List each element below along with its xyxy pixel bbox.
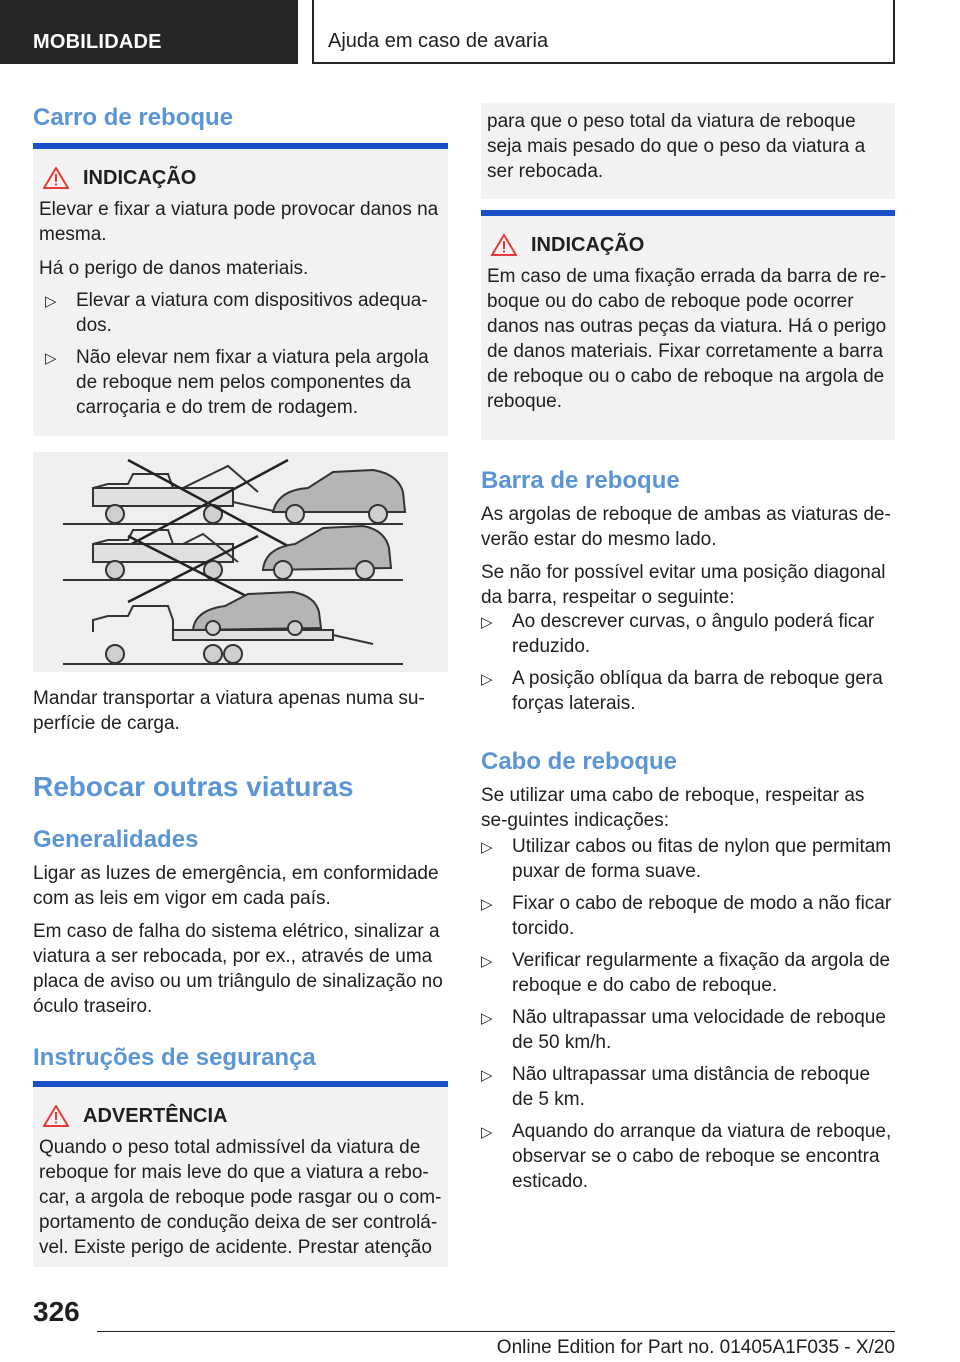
list-item: ▷ A posição oblíqua da barra de reboque gera forças laterais. xyxy=(481,668,883,714)
list-item: ▷ Não elevar nem fixar a viatura pela argola de reboque nem pelos componentes da carroçaria e do trem de rodagem. xyxy=(45,347,429,418)
note-title: INDICAÇÃO xyxy=(531,234,645,256)
note-box-indicacao-1 xyxy=(33,143,448,436)
paragraph: Em caso de falha do sistema elétrico, sinalizar a viatura a ser rebocada, por ex., através de uma placa de aviso ou um triângulo de sinalização no óculo traseiro. xyxy=(33,921,443,1017)
paragraph: Ligar as luzes de emergência, em conformidade com as leis em vigor em cada país. xyxy=(33,863,439,909)
footer-divider xyxy=(97,1331,895,1332)
note-title: INDICAÇÃO xyxy=(83,167,197,189)
page-number: 326 xyxy=(33,1296,80,1327)
note-header xyxy=(487,232,889,258)
warning-triangle-icon xyxy=(43,1105,69,1127)
section-label: MOBILIDADE xyxy=(33,31,162,53)
list-item: ▷ Aquando do arranque da viatura de reboque, observar se o cabo de reboque se encontra esticado. xyxy=(481,1121,892,1192)
warning-triangle-icon xyxy=(43,167,69,189)
paragraph: Se não for possível evitar uma posição diagonal da barra, respeitar o seguinte: xyxy=(481,562,886,608)
note-box-indicacao-2 xyxy=(481,210,895,440)
warning-text: Quando o peso total admissível da viatura de reboque for mais leve do que a viatura a rebo-car, a argola de reboque pode rasgar ou o com-portamento de condução deixa de ser controlá-vel. Existe perigo de acidente. Prestar atenção xyxy=(39,1137,442,1258)
list-item: ▷ Fixar o cabo de reboque de modo a não ficar torcido. xyxy=(481,893,892,939)
heading-rebocar-outras-viaturas: Rebocar outras viaturas xyxy=(33,771,354,802)
bullet-triangle-icon: ▷ xyxy=(481,1010,493,1027)
list-item: ▷ Verificar regularmente a fixação da argola de reboque e do cabo de reboque. xyxy=(481,950,891,996)
heading-carro-de-reboque: Carro de reboque xyxy=(33,104,234,131)
list-item: ▷ Não ultrapassar uma velocidade de reboque de 50 km/h. xyxy=(481,1007,886,1053)
tow-trucks-figure xyxy=(33,452,448,672)
warning-header xyxy=(39,1103,442,1129)
bullet-triangle-icon: ▷ xyxy=(481,1124,493,1141)
warning-triangle-icon xyxy=(491,234,517,256)
bullet-triangle-icon: ▷ xyxy=(481,953,493,970)
barra-list xyxy=(475,609,895,716)
heading-barra-de-reboque: Barra de reboque xyxy=(481,467,680,494)
heading-cabo-de-reboque: Cabo de reboque xyxy=(481,748,678,775)
chapter-title: Ajuda em caso de avaria xyxy=(328,30,549,52)
bullet-triangle-icon: ▷ xyxy=(481,896,493,913)
heading-instrucoes-de-seguranca: Instruções de segurança xyxy=(33,1044,316,1071)
footer-edition: Online Edition for Part no. 01405A1F035 - X/20 xyxy=(496,1337,895,1358)
bullet-triangle-icon: ▷ xyxy=(481,614,493,631)
note-header xyxy=(39,165,442,191)
warning-box xyxy=(33,1081,448,1267)
bullet-triangle-icon: ▷ xyxy=(481,1067,493,1084)
heading-generalidades: Generalidades xyxy=(33,826,199,853)
bullet-triangle-icon: ▷ xyxy=(45,293,57,310)
bullet-triangle-icon: ▷ xyxy=(481,839,493,856)
section-tab xyxy=(0,0,298,64)
note-text: Elevar e fixar a viatura pode provocar danos na mesma. xyxy=(39,199,439,245)
note-list xyxy=(39,288,442,420)
list-item: ▷ Utilizar cabos ou fitas de nylon que permitam puxar de forma suave. xyxy=(481,836,892,882)
towing-illustration xyxy=(33,452,448,672)
list-item: ▷ Não ultrapassar uma distância de reboque de 5 km. xyxy=(481,1064,871,1110)
bullet-triangle-icon: ▷ xyxy=(481,671,493,688)
figure-caption: Mandar transportar a viatura apenas numa su-perfície de carga. xyxy=(33,688,425,734)
bullet-triangle-icon: ▷ xyxy=(45,350,57,367)
paragraph: As argolas de reboque de ambas as viaturas de-verão estar do mesmo lado. xyxy=(481,504,891,550)
list-item: ▷ Ao descrever curvas, o ângulo poderá ficar reduzido. xyxy=(481,611,875,657)
cabo-list xyxy=(475,834,895,1194)
note-text: Há o perigo de danos materiais. xyxy=(39,258,309,279)
note-text: Em caso de uma fixação errada da barra de re-boque ou do cabo de reboque pode ocorrer danos nas outras peças da viatura. Há o perigo de danos materiais. Fixar corretamente a barra de reboque ou o cabo de reboque na argola de reboque. xyxy=(487,266,887,412)
warning-text-continued: para que o peso total da viatura de reboque seja mais pesado do que o peso da viatura a ser rebocada. xyxy=(487,111,866,182)
chapter-header xyxy=(312,0,895,64)
paragraph: Se utilizar uma cabo de reboque, respeitar as se-guintes indicações: xyxy=(481,785,865,831)
list-item: ▷ Elevar a viatura com dispositivos adequa-dos. xyxy=(45,290,428,336)
warning-box-continued xyxy=(481,103,895,199)
warning-title: ADVERTÊNCIA xyxy=(83,1105,228,1127)
